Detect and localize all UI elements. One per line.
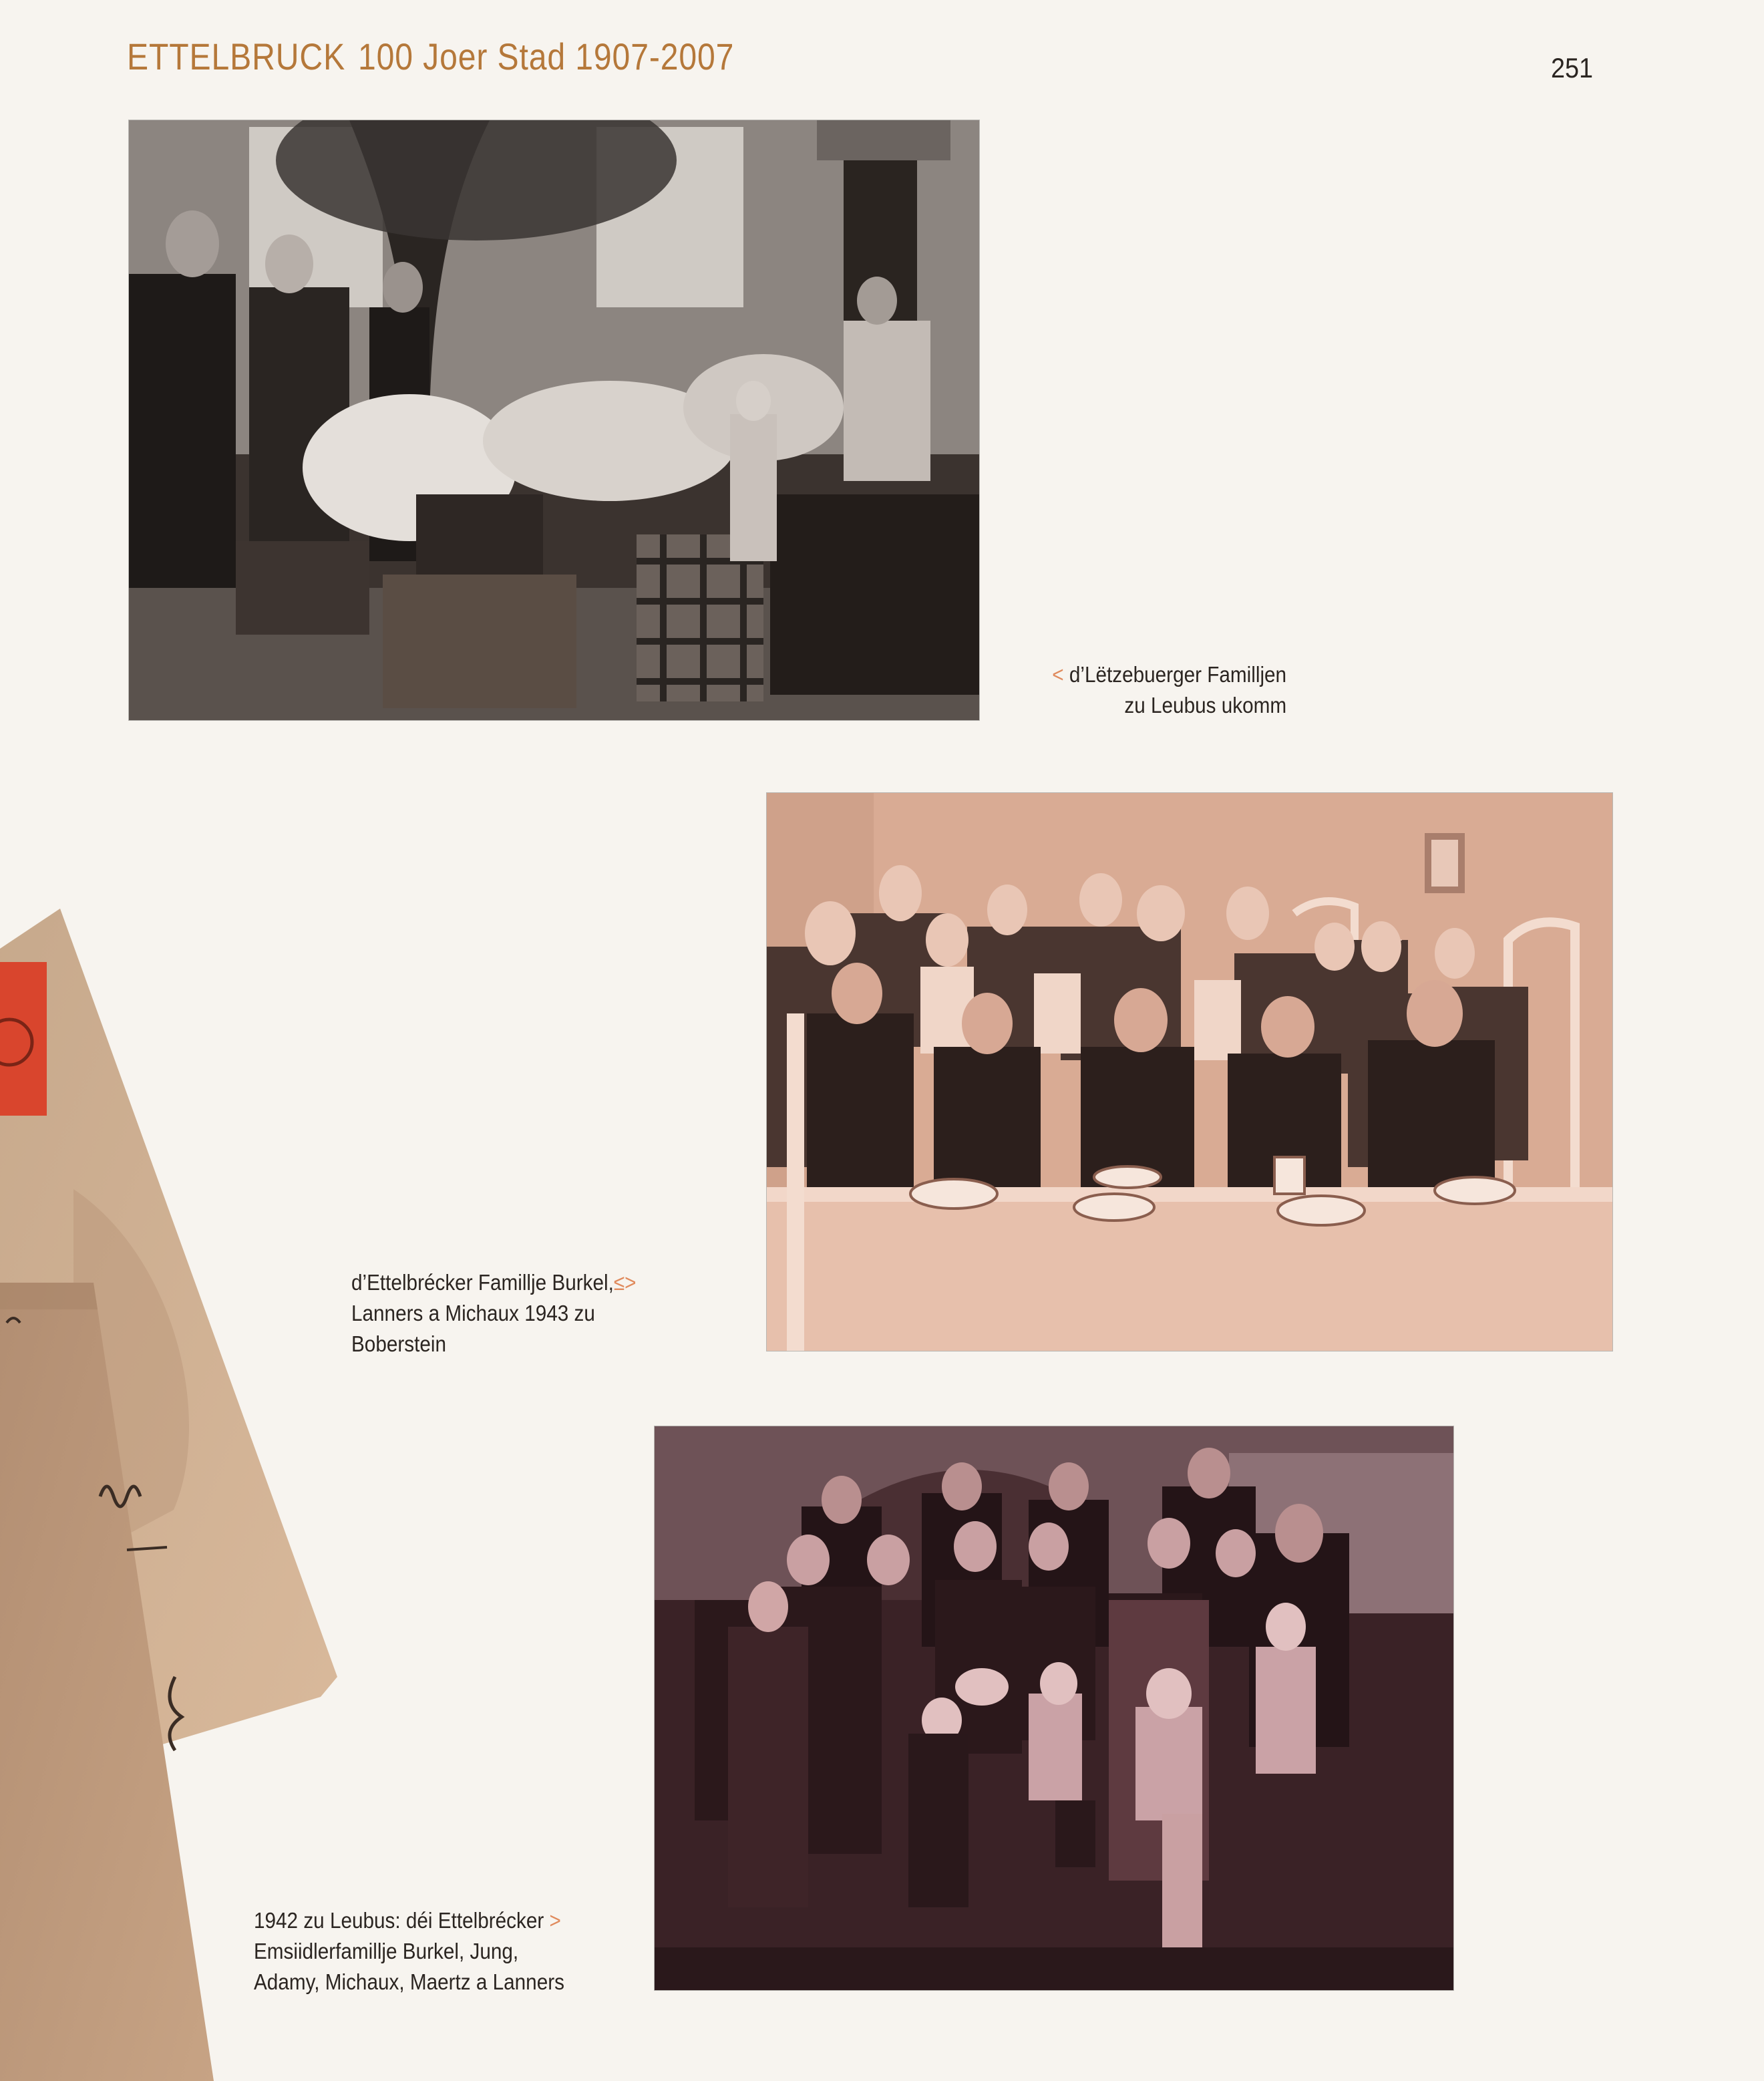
caption-line bbox=[254, 1905, 564, 1936]
caption-marker: ≤> bbox=[613, 1270, 637, 1295]
book-title: ETTELBRUCK bbox=[127, 35, 346, 77]
caption-line bbox=[351, 1267, 636, 1298]
caption-line: Emsiidlerfamillje Burkel, Jung, bbox=[254, 1939, 519, 1963]
caption-line: Boberstein bbox=[351, 1331, 446, 1356]
running-title bbox=[127, 35, 734, 78]
caption-line: Lanners a Michaux 1943 zu bbox=[351, 1301, 595, 1325]
photo-arrival-luggage bbox=[129, 120, 979, 720]
book-subtitle: 100 Joer Stad 1907-2007 bbox=[357, 35, 735, 77]
page-number: 251 bbox=[1551, 52, 1594, 84]
caption-line: Adamy, Michaux, Maertz a Lanners bbox=[254, 1969, 564, 1994]
photo-family-table bbox=[767, 793, 1612, 1351]
caption-photo-2 bbox=[351, 1267, 636, 1359]
caption-line: zu Leubus ukomm bbox=[1124, 693, 1287, 717]
caption-text: d’Lëtzebuerger Familljen bbox=[1069, 662, 1287, 687]
photo-group-portrait bbox=[655, 1426, 1453, 1990]
caption-text: d’Ettelbrécker Famillje Burkel, bbox=[351, 1270, 614, 1295]
caption-text: 1942 zu Leubus: déi Ettelbrécker bbox=[254, 1908, 544, 1933]
caption-marker: > bbox=[549, 1908, 561, 1933]
caption-line bbox=[1049, 659, 1286, 690]
caption-photo-3 bbox=[254, 1905, 564, 1997]
caption-marker: < bbox=[1052, 662, 1064, 687]
caption-photo-1 bbox=[1049, 659, 1286, 721]
